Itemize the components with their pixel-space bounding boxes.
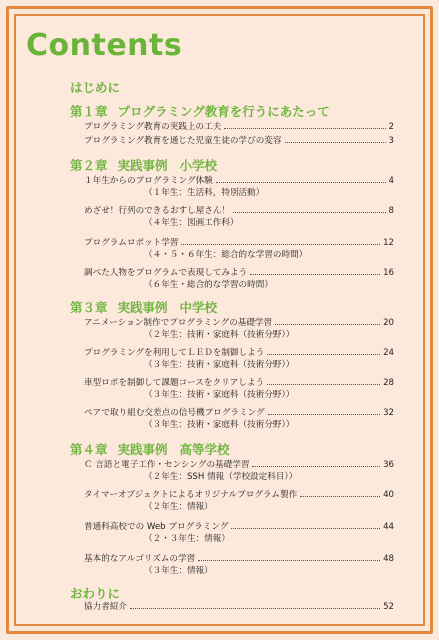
entry-title: 基本的なアルゴリズムの学習	[84, 554, 196, 564]
toc-entry[interactable]	[84, 518, 394, 532]
entry-subtitle: （４・５・６年生：総合的な学習の時間）	[144, 250, 308, 260]
page-number: 20	[383, 318, 394, 328]
leader-dots	[275, 324, 380, 325]
chapter-title: 実践事例	[117, 442, 168, 457]
toc-entry[interactable]	[84, 118, 394, 132]
toc-entry[interactable]	[84, 374, 394, 388]
entry-title: プログラミング教育の実践上の工夫	[84, 122, 222, 132]
chapter-number: 第３章	[70, 300, 108, 315]
page-number: 44	[383, 522, 394, 532]
page-number: 24	[383, 348, 394, 358]
entry-title: プログラミング教育を通じた児童生徒の学びの変容	[84, 136, 282, 146]
toc-entry[interactable]	[84, 404, 394, 418]
page-number: 8	[388, 206, 394, 216]
page-number: 40	[383, 490, 394, 500]
leader-dots	[267, 384, 380, 385]
entry-title: めざせ！行列のできるおすし屋さん！	[84, 206, 231, 216]
entry-title: 車型ロボを制御して課題コースをクリアしよう	[84, 378, 265, 388]
leader-dots	[216, 182, 386, 183]
page-title: Contents	[26, 28, 183, 63]
entry-title: Ｃ 言語と電子工作・センシングの基礎学習	[84, 460, 250, 470]
entry-title: 普通科高校での Web プログラミング	[84, 522, 229, 532]
entry-subtitle: （３年生：技術・家庭科（技術分野））	[144, 360, 295, 370]
leader-dots	[231, 528, 380, 529]
entry-title: １年生からのプログラミング体験	[84, 176, 213, 186]
entry-title: プログラムロボット学習	[84, 238, 179, 248]
chapter-title: 実践事例	[117, 300, 168, 315]
entry-subtitle: （２年生：SSH 情報（学校設定科目））	[144, 472, 298, 482]
page-number: 52	[383, 602, 394, 612]
page-number: 3	[388, 136, 394, 146]
leader-dots	[130, 608, 380, 609]
entry-title: ペアで取り組む交差点の信号機プログラミング	[84, 408, 265, 418]
toc-entry[interactable]	[84, 456, 394, 470]
chapter-number: 第４章	[70, 442, 108, 457]
page-number: 32	[383, 408, 394, 418]
entry-subtitle: （２年生：情報）	[144, 502, 213, 512]
entry-title: アニメーション制作でプログラミングの基礎学習	[84, 318, 273, 328]
entry-subtitle: （６年生・総合的な学習の時間）	[144, 280, 273, 290]
chapter-title: プログラミング教育を行うにあたって	[117, 104, 330, 119]
intro-heading[interactable]: はじめに	[70, 80, 121, 95]
chapter-number: 第１章	[70, 104, 108, 119]
page-number: 2	[388, 122, 394, 132]
toc-entry[interactable]	[84, 234, 394, 248]
page-number: 28	[383, 378, 394, 388]
entry-subtitle: （３年生：技術・家庭科（技術分野））	[144, 390, 295, 400]
leader-dots	[224, 128, 385, 129]
leader-dots	[198, 560, 380, 561]
entry-title: プログラミングを利用してＬＥＤを制御しよう	[84, 348, 265, 358]
page-number: 12	[383, 238, 394, 248]
toc-entry[interactable]	[84, 264, 394, 278]
page-number: 16	[383, 268, 394, 278]
toc-entry[interactable]	[84, 486, 394, 500]
page-number: 48	[383, 554, 394, 564]
leader-dots	[250, 274, 380, 275]
chapter-title: 実践事例	[117, 158, 168, 173]
chapter-level: 小学校	[179, 158, 218, 173]
toc-entry[interactable]	[84, 550, 394, 564]
toc-entry[interactable]	[84, 202, 394, 216]
leader-dots	[252, 466, 380, 467]
entry-subtitle: （３年生：技術・家庭科（技術分野））	[144, 420, 295, 430]
chapter-level: 高等学校	[179, 442, 230, 457]
entry-subtitle: （３年生：情報）	[144, 566, 213, 576]
entry-subtitle: （２・３年生：情報）	[144, 534, 230, 544]
leader-dots	[300, 496, 380, 497]
leader-dots	[267, 354, 380, 355]
page-number: 4	[388, 176, 394, 186]
leader-dots	[285, 142, 386, 143]
entry-subtitle: （４年生：図画工作科）	[144, 218, 239, 228]
closing-heading[interactable]: おわりに	[70, 586, 121, 601]
leader-dots	[233, 212, 385, 213]
toc-entry[interactable]	[84, 132, 394, 146]
chapter-level: 中学校	[179, 300, 218, 315]
chapter-number: 第２章	[70, 158, 108, 173]
leader-dots	[181, 244, 380, 245]
leader-dots	[268, 414, 381, 415]
toc-entry[interactable]	[84, 598, 394, 612]
entry-title: 調べた人物をプログラムで表現してみよう	[84, 268, 248, 278]
entry-subtitle: （１年生：生活科，特別活動）	[144, 188, 265, 198]
page-number: 36	[383, 460, 394, 470]
toc-entry[interactable]	[84, 314, 394, 328]
toc-entry[interactable]	[84, 172, 394, 186]
toc-entry[interactable]	[84, 344, 394, 358]
entry-subtitle: （２年生：技術・家庭科（技術分野））	[144, 330, 295, 340]
entry-title: 協力者紹介	[84, 602, 127, 612]
entry-title: タイマーオブジェクトによるオリジナルプログラム製作	[84, 490, 298, 500]
